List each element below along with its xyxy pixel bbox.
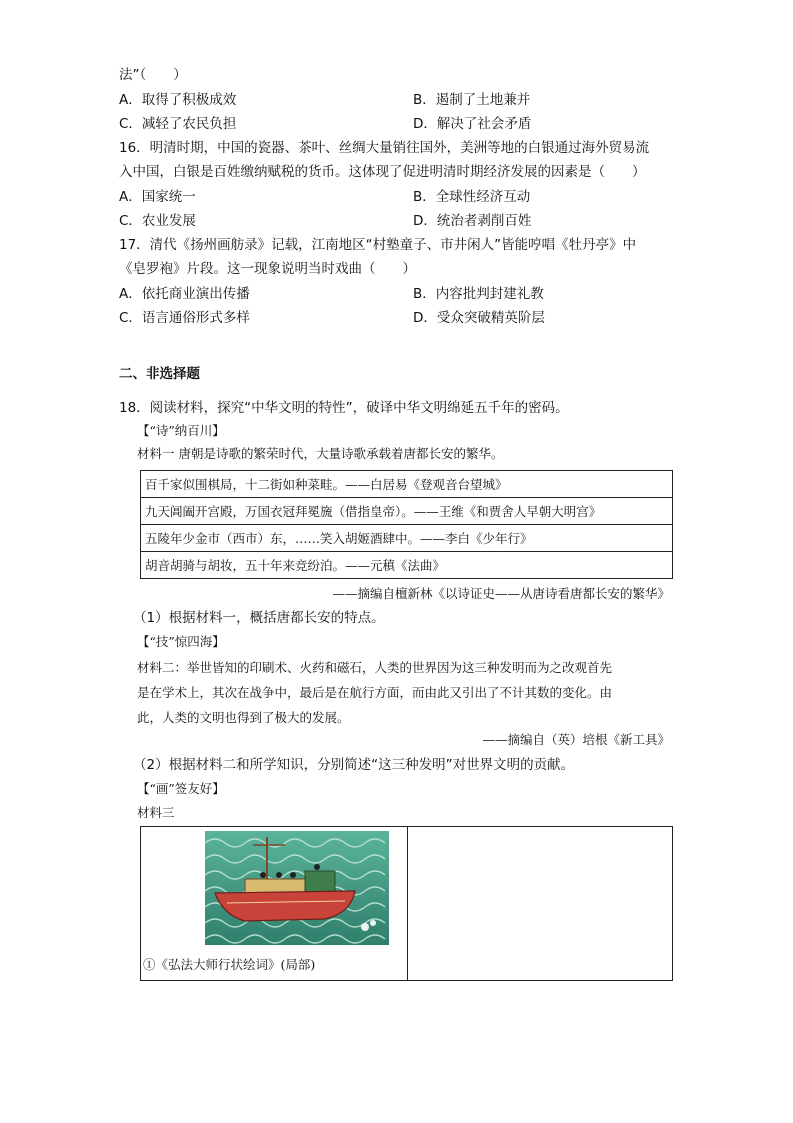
- q15-option-a: A．取得了积极成效: [119, 92, 237, 108]
- table-divider: [407, 827, 408, 980]
- poem-cell: 胡音胡骑与胡妆，五十年来竞纷泊。——元稹《法曲》: [141, 552, 673, 579]
- poem-cell: 五陵年少金市（西市）东，……笑入胡姬酒肆中。——李白《少年行》: [141, 525, 673, 552]
- q16-option-d: D．统治者剥削百姓: [413, 213, 532, 229]
- q17-stem-line1: 17．清代《扬州画舫录》记载，江南地区“村塾童子、市井闲人”皆能哼唱《牡丹亭》中: [119, 237, 637, 253]
- material1-source: ——摘编自檀新林《以诗证史——从唐诗看唐都长安的繁华》: [332, 586, 670, 601]
- q18-material1: 材料一 唐朝是诗歌的繁荣时代，大量诗歌承载着唐都长安的繁华。: [137, 446, 504, 461]
- q18-part3-heading: 【“画”签友好】: [137, 781, 225, 796]
- q18-question1: （1）根据材料一，概括唐都长安的特点。: [133, 610, 385, 626]
- q18-material3: 材料三: [137, 805, 175, 820]
- material2-line2: 是在学术上，其次在战争中，最后是在航行方面，而由此又引出了不计其数的变化。由: [137, 685, 613, 700]
- q16-option-b: B．全球性经济互动: [413, 189, 531, 205]
- q18-part2-heading: 【“技”惊四海】: [137, 634, 225, 649]
- q17-option-a: A．依托商业演出传播: [119, 286, 250, 302]
- table-row: [141, 498, 673, 525]
- q17-option-c: C．语言通俗形式多样: [119, 310, 250, 326]
- q16-option-c: C．农业发展: [119, 213, 196, 229]
- material2-line3: 此，人类的文明也得到了极大的发展。: [137, 710, 350, 725]
- q18-question2: （2）根据材料二和所学知识，分别简述“这三种发明”对世界文明的贡献。: [133, 757, 575, 773]
- poem-cell: 九天阊阖开宫殿，万国衣冠拜冕旒（借指皇帝）。——王维《和贾舍人早朝大明宫》: [141, 498, 673, 525]
- q18-intro: 18．阅读材料，探究“中华文明的特性”，破译中华文明绵延五千年的密码。: [119, 400, 569, 416]
- poem-cell: 百千家似围棋局，十二街如种菜畦。——白居易《登观音台望城》: [141, 471, 673, 498]
- q15-option-b: B．遏制了土地兼并: [413, 92, 531, 108]
- painting-caption: ①《弘法大师行状绘词》(局部): [143, 957, 316, 972]
- material2-source: ——摘编自（英）培根《新工具》: [482, 732, 670, 747]
- section-title: 二、非选择题: [119, 366, 200, 382]
- q16-option-a: A．国家统一: [119, 189, 196, 205]
- q15-option-d: D．解决了社会矛盾: [413, 116, 532, 132]
- table-row: [141, 471, 673, 498]
- q15-tail: 法”（ ）: [119, 67, 187, 83]
- material2-line1: 材料二：举世皆知的印刷术、火药和磁石，人类的世界因为这三种发明而为之改观首先: [137, 660, 613, 675]
- table-row: [141, 552, 673, 579]
- q15-option-c: C．减轻了农民负担: [119, 116, 237, 132]
- ship-on-waves-painting-icon: [205, 831, 389, 945]
- poem-table: [140, 470, 673, 579]
- table-row: [141, 525, 673, 552]
- material3-table: [140, 826, 673, 981]
- q17-option-b: B．内容批判封建礼教: [413, 286, 544, 302]
- q17-option-d: D．受众突破精英阶层: [413, 310, 545, 326]
- q17-stem-line2: 《皂罗袍》片段。这一现象说明当时戏曲（ ）: [119, 261, 416, 277]
- q16-stem-line1: 16．明清时期，中国的瓷器、茶叶、丝绸大量销往国外，美洲等地的白银通过海外贸易流: [119, 140, 650, 156]
- q18-part1-heading: 【“诗”纳百川】: [137, 423, 225, 438]
- q16-stem-line2: 入中国，白银是百姓缴纳赋税的货币。这体现了促进明清时期经济发展的因素是（ ）: [119, 164, 646, 180]
